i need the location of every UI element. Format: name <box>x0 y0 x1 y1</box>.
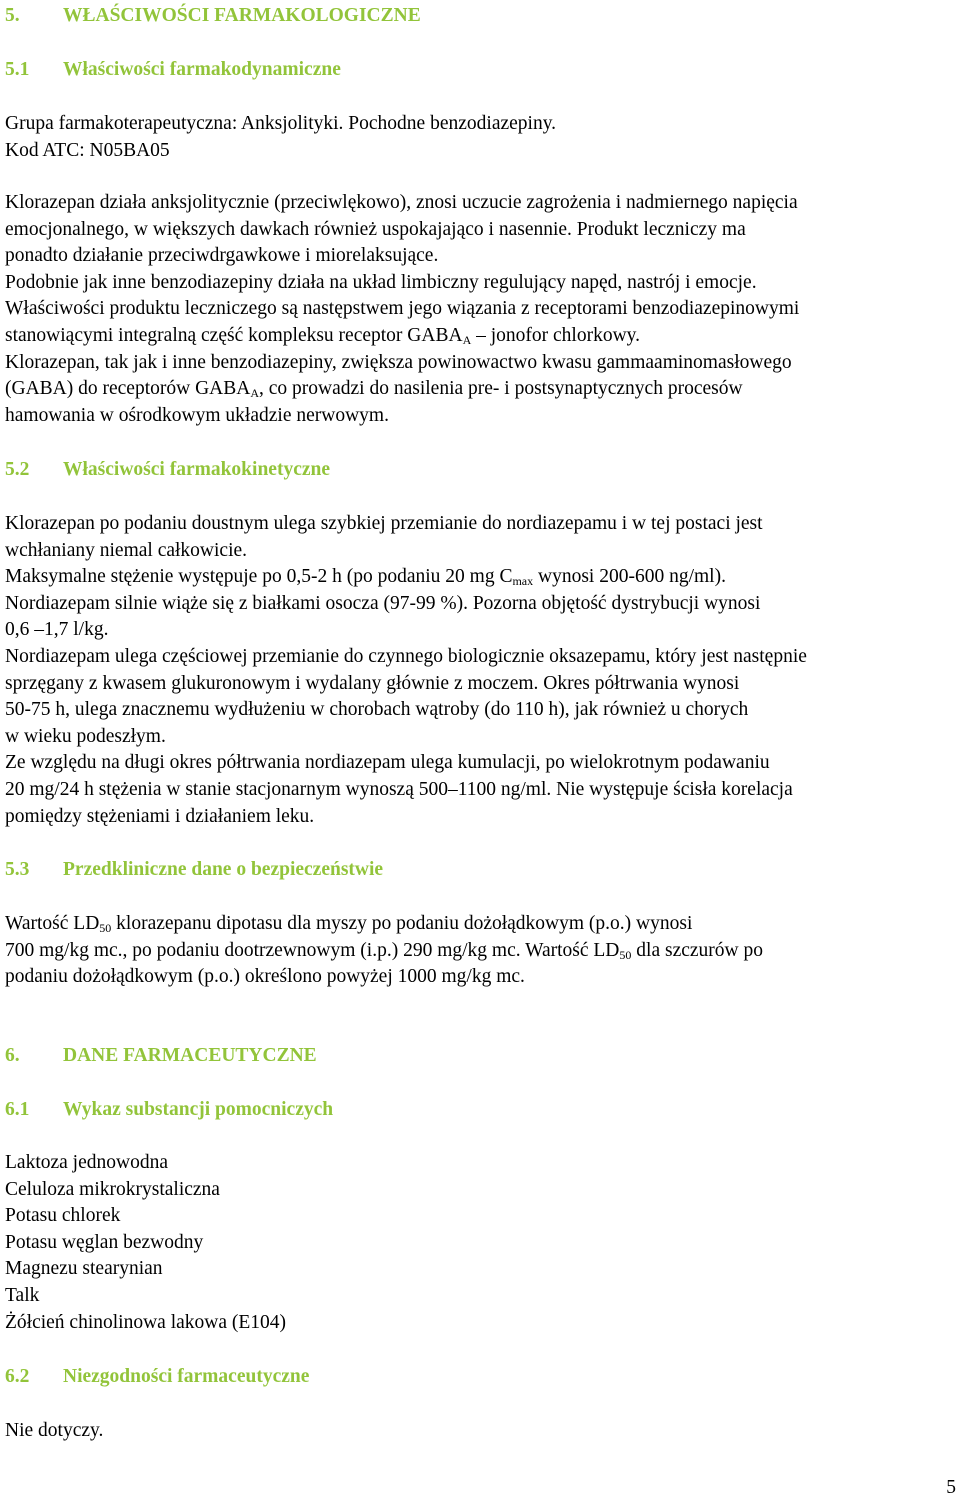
heading-title: DANE FARMACEUTYCZNE <box>63 1045 317 1066</box>
heading-number: 5.3 <box>5 859 30 880</box>
text-line: Właściwości produktu leczniczego są następstwem jego wiązania z receptorami benzodiazepinowymi <box>5 298 800 320</box>
heading-section-5-3 <box>5 857 383 884</box>
list-item: Żółcień chinolinowa lakowa (E104) <box>5 1311 287 1333</box>
text-line: sprzęgany z kwasem glukuronowym i wydalany głównie z moczem. Okres półtrwania wynosi <box>5 672 740 694</box>
list-item: Magnezu stearynian <box>5 1258 163 1280</box>
text-line: Klorazepan po podaniu doustnym ulega szybkiej przemianie do nordiazepamu i w tej postaci jest <box>5 513 763 534</box>
text-line: Nordiazepam silnie wiąże się z białkami osocza (97-99 %). Pozorna objętość dystrybucji wynosi <box>5 592 761 614</box>
toxicity-paragraph <box>5 911 957 991</box>
text-line: hamowania w ośrodkowym układzie nerwowym. <box>5 404 389 426</box>
heading-title: WŁAŚCIWOŚCI FARMAKOLOGICZNE <box>63 5 421 26</box>
heading-title: Właściwości farmakokinetyczne <box>63 459 331 480</box>
heading-section-6-1 <box>5 1097 333 1124</box>
list-item: Celuloza mikrokrystaliczna <box>5 1178 220 1200</box>
heading-number: 6.1 <box>5 1099 30 1120</box>
pharmacokinetics-paragraph <box>5 511 957 830</box>
heading-number: 5.1 <box>5 59 30 80</box>
text-line: podaniu dożołądkowym (p.o.) określono powyżej 1000 mg/kg mc. <box>5 966 525 988</box>
text-line: 700 mg/kg mc., po podaniu dootrzewnowym (i.p.) 290 mg/kg mc. Wartość $LD_{50}$ dla szczurów po <box>5 939 763 962</box>
heading-section-5-1 <box>5 57 341 84</box>
heading-title: Wykaz substancji pomocniczych <box>63 1099 334 1120</box>
heading-number: 6.2 <box>5 1366 30 1387</box>
text-line: Nie dotyczy. <box>5 1420 104 1441</box>
text-line: Nordiazepam ulega częściowej przemianie do czynnego biologicznie oksazepamu, który jest następnie <box>5 645 807 667</box>
heading-number: 6. <box>5 1045 20 1066</box>
text-line: Podobnie jak inne benzodiazepiny działa na układ limbiczny regulujący napęd, nastrój i emocje. <box>5 271 757 293</box>
page-number: 5 <box>946 1477 956 1498</box>
heading-title: Właściwości farmakodynamiczne <box>63 59 341 80</box>
text-line: ponadto działanie przeciwdrgawkowe i miorelaksujące. <box>5 245 439 267</box>
text-line: Wartość $LD_{50}$ klorazepanu dipotasu dla myszy po podaniu dożołądkowym (p.o.) wynosi <box>5 913 693 935</box>
text-line: Klorazepan działa anksjolitycznie (przeciwlękowo), znosi uczucie zagrożenia i nadmiernego napięcia <box>5 192 798 213</box>
text-line: emocjonalnego, w większych dawkach również uspokajająco i nasennie. Produkt leczniczy ma <box>5 218 746 240</box>
heading-section-6 <box>5 1043 317 1070</box>
text-line: Kod ATC: N05BA05 <box>5 139 170 161</box>
heading-section-5 <box>5 3 421 30</box>
text-line: w wieku podeszłym. <box>5 725 166 747</box>
text-line: Grupa farmakoterapeutyczna: Anksjolityki. Pochodne benzodiazepiny. <box>5 113 557 134</box>
heading-number: 5. <box>5 5 20 26</box>
text-line: (GABA) do receptorów $GABA_A$, co prowadzi do nasilenia pre- i postsynaptycznych procesów <box>5 378 743 401</box>
text-line: Maksymalne stężenie występuje po 0,5-2 h (po podaniu 20 mg $C_{max}$ wynosi 200-600 ng/ml). <box>5 566 726 589</box>
text-line: pomiędzy stężeniami i działaniem leku. <box>5 805 315 827</box>
incompatibilities-text <box>5 1418 957 1445</box>
excipients-list <box>5 1150 957 1336</box>
list-item: Talk <box>5 1284 40 1306</box>
text-line: wchłaniany niemal całkowicie. <box>5 539 248 561</box>
heading-section-5-2 <box>5 457 330 484</box>
atc-block <box>5 111 957 164</box>
list-item: Laktoza jednowodna <box>5 1152 168 1173</box>
text-line: 20 mg/24 h stężenia w stanie stacjonarnym wynoszą 500–1100 ng/ml. Nie występuje ścisła korelacja <box>5 778 793 800</box>
heading-title: Przedkliniczne dane o bezpieczeństwie <box>63 859 384 880</box>
heading-number: 5.2 <box>5 459 30 480</box>
list-item: Potasu chlorek <box>5 1205 121 1227</box>
list-item: Potasu węglan bezwodny <box>5 1231 204 1253</box>
text-line: Ze względu na długi okres półtrwania nordiazepam ulega kumulacji, po wielokrotnym podawaniu <box>5 752 770 774</box>
text-line: 0,6 –1,7 l/kg. <box>5 619 109 641</box>
text-line: stanowiącymi integralną część kompleksu receptor $GABA_A$ – jonofor chlorkowy. <box>5 324 641 347</box>
text-line: 50-75 h, ulega znacznemu wydłużeniu w chorobach wątroby (do 110 h), jak również u chorych <box>5 699 749 721</box>
heading-section-6-2 <box>5 1364 309 1391</box>
pharmacodynamics-paragraph <box>5 190 957 429</box>
heading-title: Niezgodności farmaceutyczne <box>63 1366 310 1387</box>
text-line: Klorazepan, tak jak i inne benzodiazepiny, zwiększa powinowactwo kwasu gammaaminomasłowego <box>5 351 792 373</box>
